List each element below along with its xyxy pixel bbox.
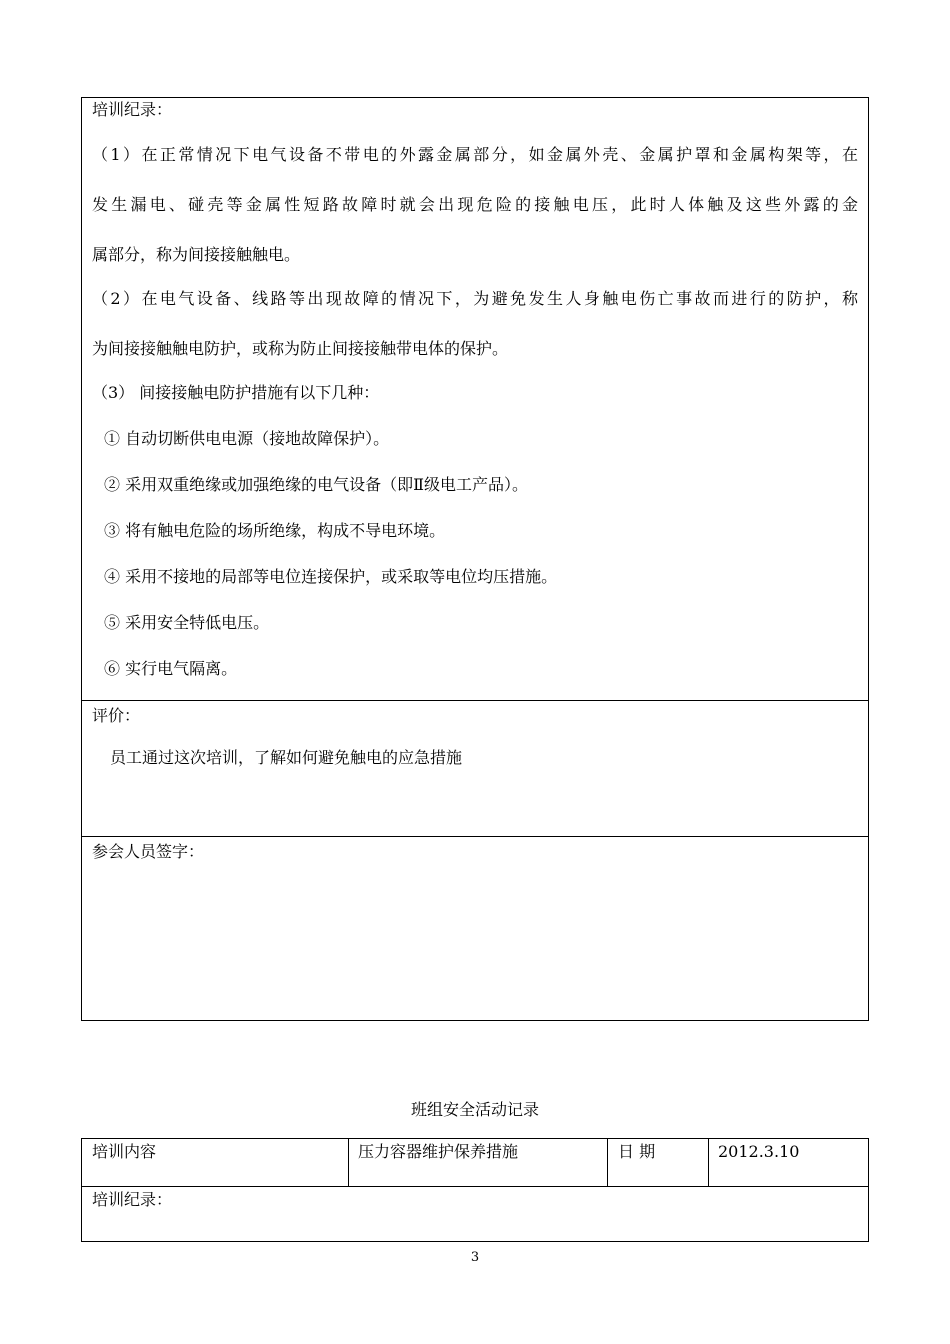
column-divider [607,1138,608,1186]
date-value: 2012.3.10 [718,1142,800,1161]
measure-item: ① 自动切断供电电源（接地故障保护）。 [104,429,390,448]
measure-item: ⑤ 采用安全特低电压。 [104,613,270,632]
measure-item: ⑥ 实行电气隔离。 [104,659,238,678]
column-divider [708,1138,709,1186]
column-divider [348,1138,349,1186]
paragraph-line: 为间接接触触电防护，或称为防止间接接触带电体的保护。 [92,339,509,358]
paragraph-line: 属部分，称为间接接触触电。 [92,245,301,264]
training-record-label: 培训纪录： [92,100,173,119]
evaluation-label: 评价： [92,706,141,725]
content-value: 压力容器维护保养措施 [358,1142,519,1161]
evaluation-text: 员工通过这次培训，了解如何避免触电的应急措施 [110,748,463,767]
divider-attendees [81,836,869,837]
content-label: 培训内容 [92,1142,157,1161]
date-label: 日 期 [618,1142,656,1161]
record-title: 班组安全活动记录 [410,1100,539,1119]
measure-item: ② 采用双重绝缘或加强绝缘的电气设备（即Ⅱ级电工产品）。 [104,475,528,494]
measure-item: ④ 采用不接地的局部等电位连接保护，或采取等电位均压措施。 [104,567,558,586]
attendees-label: 参会人员签字： [92,842,205,861]
training-record-label-2: 培训纪录： [92,1190,173,1209]
divider-evaluation [81,700,869,701]
paragraph-line: （3） 间接接触电防护措施有以下几种： [92,383,380,402]
paragraph-line: （2）在电气设备、线路等出现故障的情况下，为避免发生人身触电伤亡事故而进行的防护，称 [92,289,858,308]
measure-item: ③ 将有触电危险的场所绝缘，构成不导电环境。 [104,521,446,540]
record-table-1 [81,97,869,1021]
table-row-divider [81,1186,869,1187]
page-number: 3 [470,1250,480,1265]
paragraph-line: 发生漏电、碰壳等金属性短路故障时就会出现危险的接触电压，此时人体触及这些外露的金 [92,195,858,214]
paragraph-line: （1）在正常情况下电气设备不带电的外露金属部分，如金属外壳、金属护罩和金属构架等，在 [92,145,858,164]
